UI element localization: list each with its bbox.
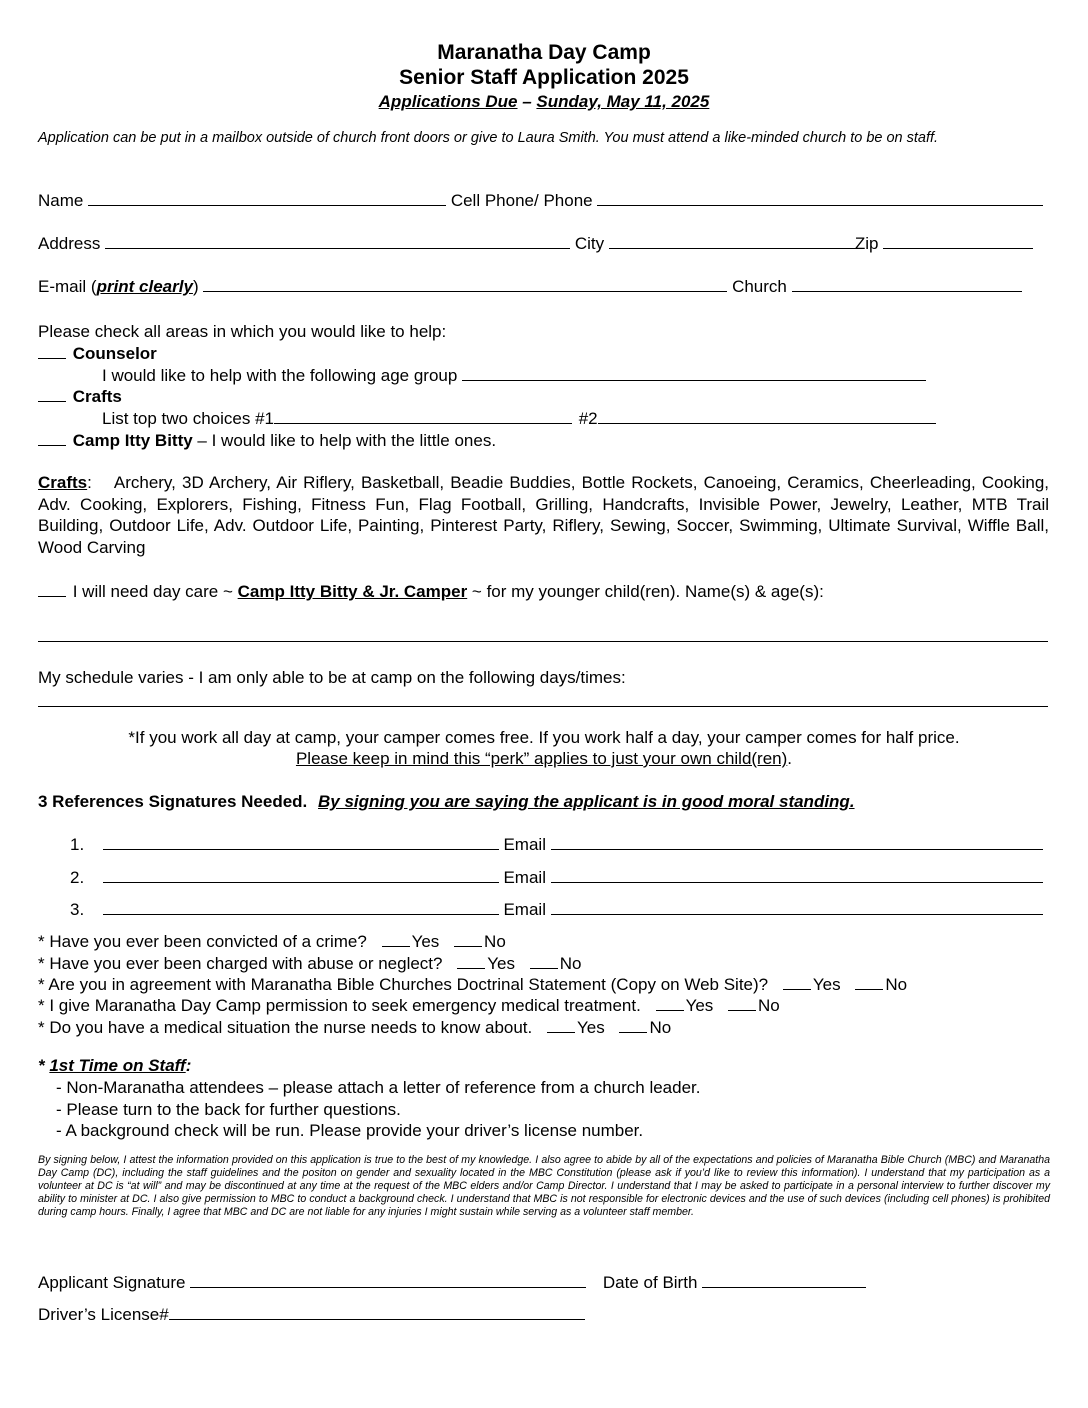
areas-prompt: Please check all areas in which you would like to help:	[38, 322, 447, 341]
crafts-list-colon: :	[87, 473, 92, 492]
dob-label: Date of Birth	[602, 1273, 698, 1292]
reference-row	[70, 868, 1043, 888]
reference-signature-field[interactable]	[103, 868, 499, 883]
email-row	[38, 277, 1022, 297]
yes-checkbox[interactable]	[457, 954, 485, 969]
question-row	[38, 932, 506, 952]
reference-number: 1.	[70, 835, 85, 854]
question-row	[38, 1018, 671, 1038]
reference-signature-field[interactable]	[103, 835, 499, 850]
address-field[interactable]	[105, 234, 570, 249]
due-date: Sunday, May 11, 2025	[536, 92, 710, 111]
no-label: No	[559, 954, 582, 973]
yes-checkbox[interactable]	[547, 1018, 575, 1033]
first-time-star: *	[38, 1056, 50, 1075]
yes-checkbox[interactable]	[382, 932, 410, 947]
reference-email-field[interactable]	[551, 900, 1043, 915]
church-label: Church	[732, 277, 787, 296]
yes-label: Yes	[812, 975, 841, 994]
reference-row	[70, 900, 1043, 920]
city-field[interactable]	[609, 234, 859, 249]
reference-email-field[interactable]	[551, 835, 1043, 850]
crafts-checkbox[interactable]	[38, 387, 66, 402]
question-text: * I give Maranatha Day Camp permission to seek emergency medical treatment.	[38, 996, 641, 1015]
applicant-signature-field[interactable]	[190, 1273, 586, 1288]
first-time-heading: 1st Time on Staff	[49, 1056, 186, 1075]
crafts-list-label: Crafts	[38, 473, 88, 492]
crafts-choice1-field[interactable]	[274, 409, 572, 424]
question-text: * Have you ever been charged with abuse or neglect?	[38, 954, 443, 973]
perk-note: Please keep in mind this “perk” applies to just your own child(ren)	[295, 749, 788, 768]
zip-label: Zip	[854, 234, 879, 253]
question-text: * Are you in agreement with Maranatha Bible Churches Doctrinal Statement (Copy on Web Site)?	[38, 975, 769, 994]
form-subtitle: Senior Staff Application 2025	[399, 66, 689, 89]
first-time-item: - A background check will be run. Please provide your driver’s license number.	[56, 1121, 644, 1140]
license-field[interactable]	[169, 1305, 585, 1320]
yes-label: Yes	[487, 954, 515, 973]
crafts-list-text: Archery, 3D Archery, Air Riflery, Basketball, Beadie Buddies, Bottle Rockets, Canoeing, Ceramics, Cheerleading, Cooking, Adv. Cooking, Explorers, Fishing, Fitness Fun, Flag Football, Grilling, Handcrafts, Invisible Power, Jewelry, Leather, MTB Trail Building, Outdoor Life, Adv. Outdoor Life, Painting, Pinterest Party, Riflery, Sewing, Soccer, Swimming, Ultimate Survival, Wiffle Ball, Wood Carving	[38, 473, 1049, 557]
reference-email-field[interactable]	[551, 868, 1043, 883]
zip-field[interactable]	[883, 234, 1033, 249]
no-label: No	[885, 975, 908, 994]
dob-field[interactable]	[702, 1273, 866, 1288]
daycare-post: ~ for my younger child(ren). Name(s) & age(s):	[467, 582, 824, 601]
license-row	[38, 1305, 585, 1325]
question-text: * Have you ever been convicted of a crime?	[38, 932, 367, 951]
crafts-choice2-label: #2	[578, 409, 598, 428]
question-row	[38, 996, 780, 1016]
perk-line1: *If you work all day at camp, your camper comes free. If you work half a day, your camper comes for half price.	[128, 728, 960, 747]
yes-label: Yes	[577, 1018, 605, 1037]
crafts-choice1-label: List top two choices #1	[102, 409, 274, 428]
counselor-age-field[interactable]	[462, 366, 926, 381]
counselor-checkbox[interactable]	[38, 344, 66, 359]
reference-row	[70, 835, 1043, 855]
itty-bitty-option	[38, 431, 496, 451]
counselor-option	[38, 344, 157, 364]
reference-signature-field[interactable]	[103, 900, 499, 915]
due-separator: –	[517, 92, 537, 111]
references-heading: 3 References Signatures Needed.	[38, 792, 308, 811]
city-label: City	[574, 234, 605, 253]
phone-field[interactable]	[597, 191, 1043, 206]
name-label: Name	[38, 191, 84, 210]
crafts-choice2-field[interactable]	[598, 409, 936, 424]
references-heading-row	[38, 792, 855, 812]
intro-text: Application can be put in a mailbox outside of church front doors or give to Laura Smith. You must attend a like-minded church to be on staff.	[38, 130, 939, 146]
counselor-age-row	[102, 366, 926, 386]
address-row	[38, 234, 1033, 254]
crafts-option-label: Crafts	[72, 387, 122, 406]
crafts-choices-row	[102, 409, 936, 429]
daycare-pre: I will need day care ~	[72, 582, 238, 601]
form-title: Maranatha Day Camp	[437, 41, 651, 64]
due-date-line	[0, 92, 1088, 112]
question-row	[38, 975, 907, 995]
reference-email-label: Email	[503, 835, 546, 854]
church-field[interactable]	[792, 277, 1022, 292]
no-checkbox[interactable]	[619, 1018, 647, 1033]
first-time-heading-row	[38, 1056, 191, 1076]
no-label: No	[484, 932, 506, 951]
daycare-row	[38, 582, 824, 602]
email-label-close: )	[192, 277, 199, 296]
schedule-field[interactable]	[38, 706, 1048, 707]
counselor-age-label: I would like to help with the following age group	[102, 366, 458, 385]
itty-bitty-label: Camp Itty Bitty	[72, 431, 193, 450]
phone-label: Cell Phone/ Phone	[450, 191, 593, 210]
applicant-signature-label: Applicant Signature	[38, 1273, 186, 1292]
counselor-label: Counselor	[72, 344, 157, 363]
yes-label: Yes	[685, 996, 714, 1015]
crafts-list	[38, 472, 1049, 558]
license-label: Driver’s License#	[38, 1305, 169, 1324]
name-row	[38, 191, 1043, 211]
signature-row	[38, 1273, 866, 1293]
daycare-camp: Camp Itty Bitty & Jr. Camper	[237, 582, 468, 601]
perk-line2	[0, 749, 1088, 769]
no-checkbox[interactable]	[530, 954, 558, 969]
itty-bitty-checkbox[interactable]	[38, 431, 66, 446]
no-label: No	[758, 996, 780, 1015]
first-time-item: - Non-Maranatha attendees – please attach a letter of reference from a church leader.	[56, 1078, 701, 1097]
crafts-option	[38, 387, 122, 407]
no-label: No	[649, 1018, 672, 1037]
itty-bitty-text: – I would like to help with the little ones.	[192, 431, 497, 450]
first-time-colon: :	[185, 1056, 192, 1075]
perk-period: .	[787, 749, 793, 768]
references-note: By signing you are saying the applicant is in good moral standing.	[318, 792, 855, 811]
yes-checkbox[interactable]	[783, 975, 811, 990]
no-checkbox[interactable]	[454, 932, 482, 947]
due-label: Applications Due	[378, 92, 518, 111]
reference-number: 3.	[70, 900, 85, 919]
no-checkbox[interactable]	[728, 996, 756, 1011]
address-label: Address	[38, 234, 101, 253]
email-note: print clearly	[96, 277, 193, 296]
reference-email-label: Email	[503, 868, 546, 887]
name-field[interactable]	[88, 191, 446, 206]
question-text: * Do you have a medical situation the nurse needs to know about.	[38, 1018, 533, 1037]
daycare-checkbox[interactable]	[38, 582, 66, 597]
fine-print: By signing below, I attest the information provided on this application is true to the best of my knowledge. I also agree to abide by all of the expectations and policies of Maranatha Bible Church (MBC) and Maranatha Day Camp (DC), including the staff guidelines and the positon on gender and sexuality located in the MBC Constitution (please ask if you’d like to review this information). I understand that my participation as a volunteer at DC is “at will” and may be discontinued at any time at the request of the MBC elders and/or Camp Director. I understand that I may be asked to participate in a personal interview to further discover my ability to minister at DC. I also give permission to MBC to conduct a background check. I understand that MBC is not responsible for electronic devices and the use of such devices (including cell phones) is prohibited during camp hours. Finally, I agree that MBC and DC are not liable for any injuries I might sustain while serving as a volunteer staff member.	[38, 1154, 1050, 1218]
schedule-label: My schedule varies - I am only able to be at camp on the following days/times:	[38, 668, 626, 687]
yes-checkbox[interactable]	[656, 996, 684, 1011]
reference-number: 2.	[70, 868, 85, 887]
yes-label: Yes	[411, 932, 440, 951]
no-checkbox[interactable]	[855, 975, 883, 990]
email-label: E-mail (	[38, 277, 97, 296]
daycare-children-field[interactable]	[38, 641, 1048, 642]
email-field[interactable]	[203, 277, 727, 292]
first-time-item: - Please turn to the back for further questions.	[56, 1100, 401, 1119]
question-row	[38, 954, 581, 974]
reference-email-label: Email	[503, 900, 546, 919]
